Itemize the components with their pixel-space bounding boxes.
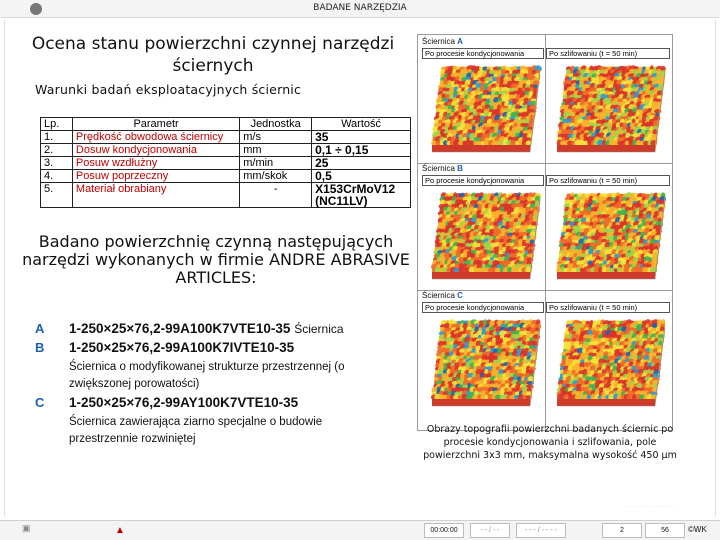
window-title: BADANE NARZĘDZIA (313, 3, 407, 13)
surface-plot (547, 315, 669, 415)
row-unit: m/s (240, 131, 312, 144)
wheel-code: 1-250×25×76,2-99AY100K7VTE10-35 (69, 395, 299, 410)
row-value: 25 (312, 157, 411, 170)
section-letter: A (457, 37, 463, 46)
surface-plot (547, 61, 669, 161)
header-unit: Jednostka (240, 118, 312, 131)
table-row (41, 131, 411, 144)
caption-left: Po procesie kondycjonowania (422, 302, 544, 313)
logo-text: ©WK (688, 525, 707, 534)
row-value: X153CrMoV12 (NC11LV) (312, 183, 411, 208)
slide-subtitle: Warunki badań eksploatacyjnych ściernic (35, 82, 302, 97)
table-header-row (41, 118, 411, 131)
wheel-code-text: 1-250×25×76,2-99A100K7VTE10-35 (69, 321, 291, 336)
list-item (35, 340, 415, 359)
wheel-code-note: Ściernica (294, 322, 344, 336)
caption-left: Po procesie kondycjonowania (422, 48, 544, 59)
row-parameter: Posuw wzdłużny (72, 157, 239, 170)
status-field: - - - / - - - - (516, 523, 566, 538)
wheel-code (69, 321, 344, 336)
table-row (41, 170, 411, 183)
column-divider (545, 35, 546, 430)
row-unit: mm (240, 144, 312, 157)
topography-figure (417, 34, 673, 431)
total-pages: 56 (645, 523, 685, 538)
current-page[interactable]: 2 (602, 523, 642, 538)
row-unit: m/min (240, 157, 312, 170)
faint-footer: · · · · · · · · · · · · · · · · (628, 504, 676, 510)
wheel-codes-list (35, 321, 415, 448)
slide-canvas (4, 19, 716, 517)
section-label (422, 164, 463, 173)
status-field: - - / - - (470, 523, 510, 538)
player-status-bar (0, 520, 720, 540)
row-lp: 5. (41, 183, 73, 208)
section-wheel-label: Ściernica (422, 291, 455, 300)
caption-right: Po szlifowaniu (t = 50 min) (546, 48, 670, 59)
window-titlebar (0, 0, 720, 18)
row-lp: 1. (41, 131, 73, 144)
figure-caption: Obrazy topografii powierzchni badanych ściernic po procesie kondycjonowania i szlifowania, pole powierzchni 3x3 mm, maksymalna wysokość 450 µm (423, 424, 677, 461)
surface-plot (422, 188, 544, 288)
time-display: 00:00:00 (424, 523, 464, 538)
section-wheel-label: Ściernica (422, 37, 455, 46)
caption-right: Po szlifowaniu (t = 50 min) (546, 302, 670, 313)
header-parameter: Parametr (72, 118, 239, 131)
section-letter: B (457, 164, 463, 173)
section-wheel-label: Ściernica (422, 164, 455, 173)
wheel-description: Ściernica zawierająca ziarno specjalne o budowie przestrzennie rozwiniętej (69, 416, 323, 445)
warning-icon[interactable]: ▲ (115, 525, 125, 536)
surface-plot (547, 188, 669, 288)
row-value: 0,5 (312, 170, 411, 183)
row-value: 35 (312, 131, 411, 144)
list-item (35, 321, 415, 340)
row-unit: mm/skok (240, 170, 312, 183)
table-row (41, 157, 411, 170)
section-label (422, 37, 463, 46)
wheel-letter: A (35, 321, 45, 336)
section-letter: C (457, 291, 463, 300)
section-label (422, 291, 463, 300)
header-value: Wartość (312, 118, 411, 131)
row-value: 0,1 ÷ 0,15 (312, 144, 411, 157)
slide-title: Ocena stanu powierzchni czynnej narzędzi ściernych (31, 34, 395, 76)
table-row (41, 183, 411, 208)
wheel-code: 1-250×25×76,2-99A100K7IVTE10-35 (69, 340, 295, 355)
surface-plot (422, 61, 544, 161)
header-lp: Lp. (41, 118, 73, 131)
caption-left: Po procesie kondycjonowania (422, 175, 544, 186)
caption-right: Po szlifowaniu (t = 50 min) (546, 175, 670, 186)
row-parameter: Dosuw kondycjonowania (72, 144, 239, 157)
wheel-letter: C (35, 395, 45, 410)
list-item (35, 395, 415, 414)
row-parameter: Prędkość obwodowa ściernicy (72, 131, 239, 144)
wheel-letter: B (35, 340, 45, 355)
menu-icon[interactable]: ▣ (22, 523, 31, 533)
row-parameter: Posuw poprzeczny (72, 170, 239, 183)
surface-plot (422, 315, 544, 415)
wheel-description: Ściernica o modyfikowanej strukturze przestrzennej (o zwiększonej porowatości) (69, 361, 345, 390)
row-unit: - (240, 183, 312, 208)
studied-tools-text: Badano powierzchnię czynną następujących narzędzi wykonanych w firmie ANDRE ABRASIVE ARTICLES: (22, 232, 410, 287)
row-lp: 3. (41, 157, 73, 170)
row-lp: 4. (41, 170, 73, 183)
row-parameter: Materiał obrabiany (72, 183, 239, 208)
table-row (41, 144, 411, 157)
parameters-table (40, 117, 411, 208)
row-lp: 2. (41, 144, 73, 157)
